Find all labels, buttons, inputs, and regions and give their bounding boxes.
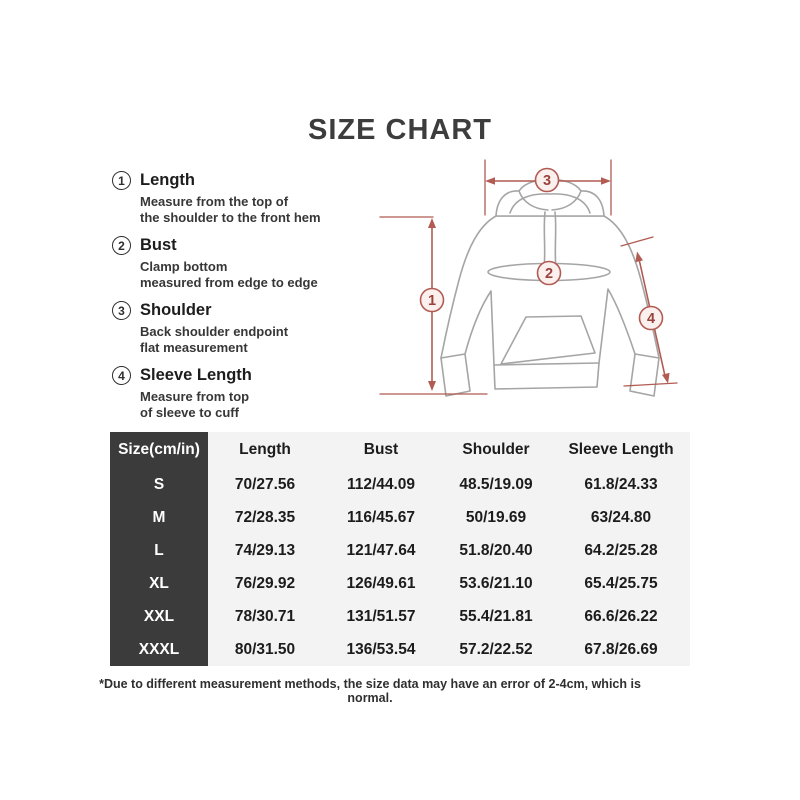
diagram-marker-4: 4 [646, 311, 656, 327]
definition-sleeve-length [112, 365, 397, 420]
measurement-value: 112/44.09 [346, 475, 416, 493]
measurement-value: 55.4/21.81 [459, 607, 533, 625]
definition-label: Bust [140, 236, 177, 254]
measurement-value: 74/29.13 [234, 541, 296, 559]
definition-length [112, 170, 397, 225]
definition-bust [112, 235, 397, 290]
measurement-value: 121/47.64 [346, 541, 416, 559]
diagram-marker-1: 1 [427, 293, 437, 309]
diagram-marker-3: 3 [542, 173, 552, 189]
measurement-value: 67.8/26.69 [584, 640, 658, 658]
hoodie-illustration [441, 180, 659, 396]
size-label: XXXL [110, 633, 208, 666]
measurement-value: 136/53.54 [346, 640, 416, 658]
measurement-value: 70/27.56 [234, 475, 296, 493]
column-header-bust: Bust [363, 441, 399, 458]
table-row [110, 501, 690, 534]
column-header-sleeve-length: Sleeve Length [568, 441, 674, 458]
measurement-value: 57.2/22.52 [459, 640, 533, 658]
definition-shoulder [112, 300, 397, 355]
drawstring-right [555, 212, 556, 268]
measurement-value: 66.6/26.22 [584, 607, 658, 625]
definition-label: Length [140, 171, 195, 189]
measurement-value: 51.8/20.40 [459, 541, 533, 559]
definition-description: Measure from the top of the shoulder to the front hem [140, 194, 321, 225]
measurement-disclaimer: *Due to different measurement methods, the size data may have an error of 2-4cm, which is normal. [99, 677, 641, 705]
measurement-value: 126/49.61 [346, 574, 416, 592]
measurement-value: 116/45.67 [346, 508, 416, 526]
size-label: XL [110, 567, 208, 600]
definition-description: Measure from top of sleeve to cuff [140, 389, 250, 420]
table-row [110, 534, 690, 567]
table-row [110, 468, 690, 501]
table-row [110, 600, 690, 633]
size-table [110, 432, 690, 666]
table-row [110, 567, 690, 600]
measurement-value: 65.4/25.75 [584, 574, 658, 592]
page-title: SIZE CHART [308, 114, 492, 146]
size-label: L [110, 534, 208, 567]
column-header-size: Size(cm/in) [110, 432, 208, 468]
measurement-value: 72/28.35 [234, 508, 296, 526]
size-label: XXL [110, 600, 208, 633]
measurement-value: 76/29.92 [234, 574, 296, 592]
drawstring-left [544, 212, 545, 268]
size-label: S [110, 468, 208, 501]
measurement-value: 61.8/24.33 [584, 475, 658, 493]
measurement-value: 50/19.69 [465, 508, 527, 526]
size-label: M [110, 501, 208, 534]
table-row [110, 633, 690, 666]
column-header-shoulder: Shoulder [462, 441, 530, 458]
size-table-body [110, 468, 690, 666]
definition-description: Back shoulder endpoint flat measurement [140, 324, 289, 355]
hoodie-measurement-diagram [375, 148, 705, 443]
diagram-marker-2: 2 [544, 266, 554, 282]
measurement-value: 80/31.50 [234, 640, 296, 658]
column-header-length: Length [239, 441, 291, 458]
circled-number-1-icon: 1 [112, 171, 131, 190]
circled-number-3-icon: 3 [112, 301, 131, 320]
measurement-value: 48.5/19.09 [459, 475, 533, 493]
measurement-definitions [112, 170, 397, 430]
measurement-value: 53.6/21.10 [459, 574, 533, 592]
definition-label: Shoulder [140, 301, 212, 319]
definition-description: Clamp bottom measured from edge to edge [140, 259, 318, 290]
measurement-value: 131/51.57 [346, 607, 416, 625]
table-header-row [110, 432, 690, 468]
measurement-value: 63/24.80 [590, 508, 652, 526]
measurement-value: 64.2/25.28 [584, 541, 658, 559]
circled-number-4-icon: 4 [112, 366, 131, 385]
circled-number-2-icon: 2 [112, 236, 131, 255]
definition-label: Sleeve Length [140, 366, 252, 384]
measurement-value: 78/30.71 [234, 607, 296, 625]
